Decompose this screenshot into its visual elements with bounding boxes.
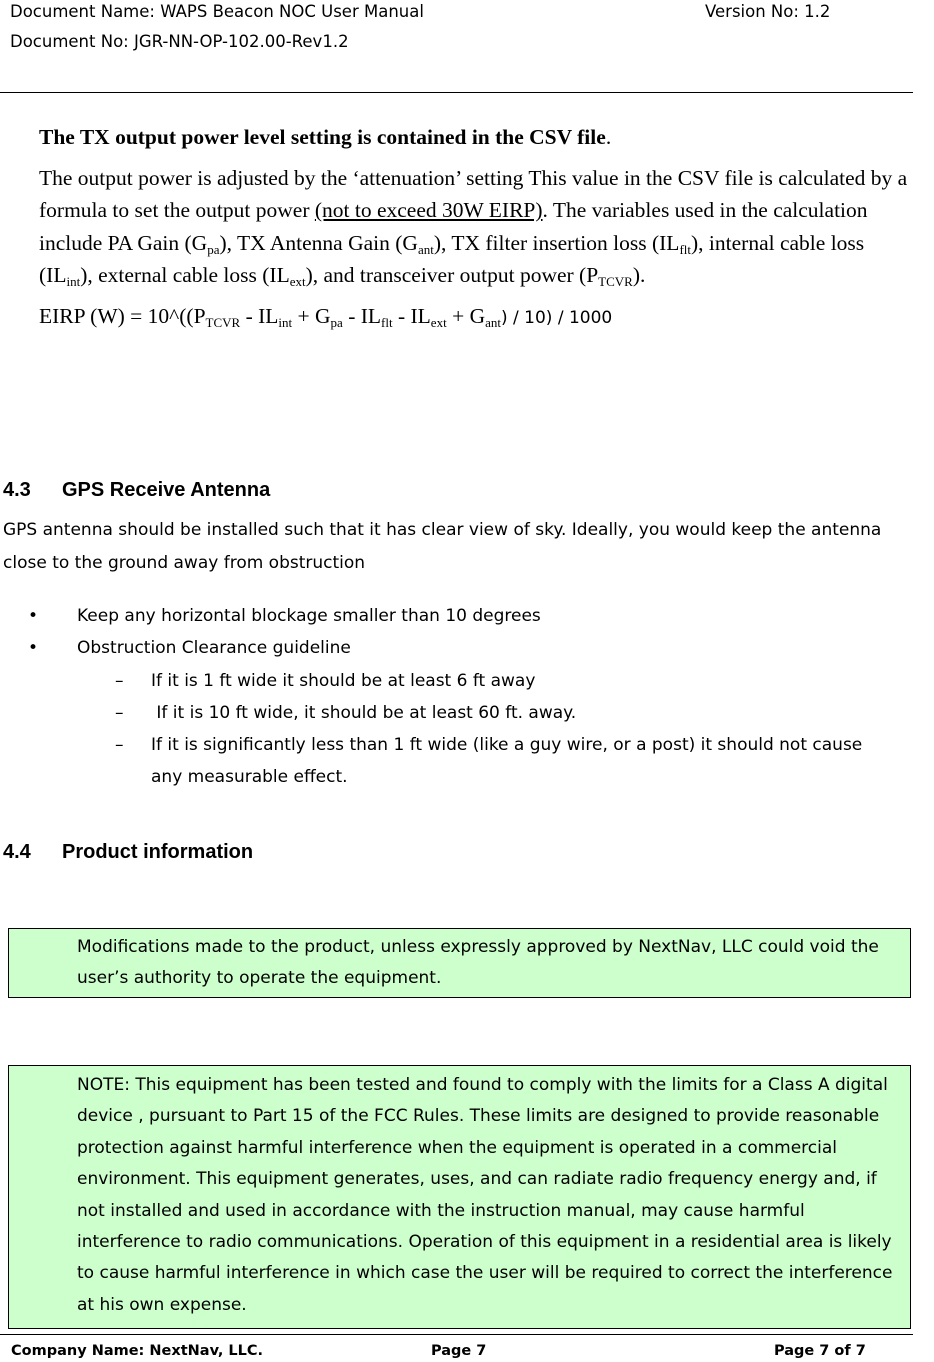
dash-mark: – bbox=[115, 735, 124, 755]
bullet-item: Keep any horizontal blockage smaller than 10 degrees bbox=[77, 606, 541, 626]
section-4-4-number: 4.4 bbox=[3, 841, 31, 863]
company-name: Company Name: NextNav, LLC. bbox=[11, 1343, 264, 1359]
dash-mark: – bbox=[115, 703, 124, 723]
tx-power-paragraph: The output power is adjusted by the ‘attenuation’ setting This value in the CSV file is calculated by a formula to set the output power (not to exceed 30W EIRP). The variables used in the calculation include PA Gain $(G_{pa})$, TX Antenna Gain $(G_{ant})$, TX filter insertion loss $(IL_{flt})$, internal cable loss $(IL_{int})$, external cable loss $(IL_{ext})$, and transceiver output power $(P_{TCVR})$. bbox=[39, 165, 908, 289]
gps-intro-paragraph: GPS antenna should be installed such that it has clear view of sky. Ideally, you would keep the antenna close to the ground away from obstruction bbox=[3, 520, 882, 573]
footer-divider bbox=[0, 1334, 913, 1335]
modifications-notice: Modifications made to the product, unless expressly approved by NextNav, LLC could void the user’s authority to operate the equipment. bbox=[8, 928, 911, 998]
document-number: Document No: JGR-NN-OP-102.00-Rev1.2 bbox=[10, 32, 349, 51]
fcc-note: NOTE: This equipment has been tested and found to comply with the limits for a Class A digital device , pursuant to Part 15 of the FCC Rules. These limits are designed to provide reasonable protection against harmful interference when the equipment is operated in a commercial environment. This equipment generates, uses, and can radiate radio frequency energy and, if not installed and used in accordance with the instruction manual, may cause harmful interference to radio communications. Operation of this equipment in a residential area is likely to cause harmful interference in which case the user will be required to correct the interference at his own expense. bbox=[8, 1065, 911, 1329]
section-4-3-title: GPS Receive Antenna bbox=[62, 479, 271, 501]
tx-power-heading: The TX output power level setting is contained in the CSV file. bbox=[39, 125, 612, 149]
bullet-mark: • bbox=[28, 638, 39, 658]
sub-item: If it is significantly less than 1 ft wide (like a guy wire, or a post) it should not cause any measurable effect. bbox=[151, 735, 863, 787]
tx-power-section bbox=[39, 121, 909, 334]
sub-item: If it is 10 ft wide, it should be at least 60 ft. away. bbox=[151, 703, 577, 723]
eirp-limit-note: (not to exceed 30W EIRP) bbox=[314, 198, 543, 222]
section-4-4-title: Product information bbox=[62, 841, 254, 863]
document-name: Document Name: WAPS Beacon NOC User Manual bbox=[10, 2, 424, 21]
section-4-3-number: 4.3 bbox=[3, 479, 31, 501]
bullet-item: Obstruction Clearance guideline bbox=[77, 638, 351, 658]
eirp-formula: EIRP $(W) = 10\^{}((P_{TCVR} - IL_{int} + G_{pa} - IL_{flt} - IL_{ext} + G_{ant}) / 10) / 1000$ bbox=[39, 303, 613, 330]
version-number: Version No: 1.2 bbox=[705, 2, 831, 21]
header-divider bbox=[0, 92, 913, 93]
page-of-total: Page 7 of 7 bbox=[774, 1343, 866, 1359]
page-number: Page 7 bbox=[431, 1343, 487, 1359]
bullet-mark: • bbox=[28, 606, 39, 626]
dash-mark: – bbox=[115, 671, 124, 691]
sub-item: If it is 1 ft wide it should be at least 6 ft away bbox=[151, 671, 536, 691]
